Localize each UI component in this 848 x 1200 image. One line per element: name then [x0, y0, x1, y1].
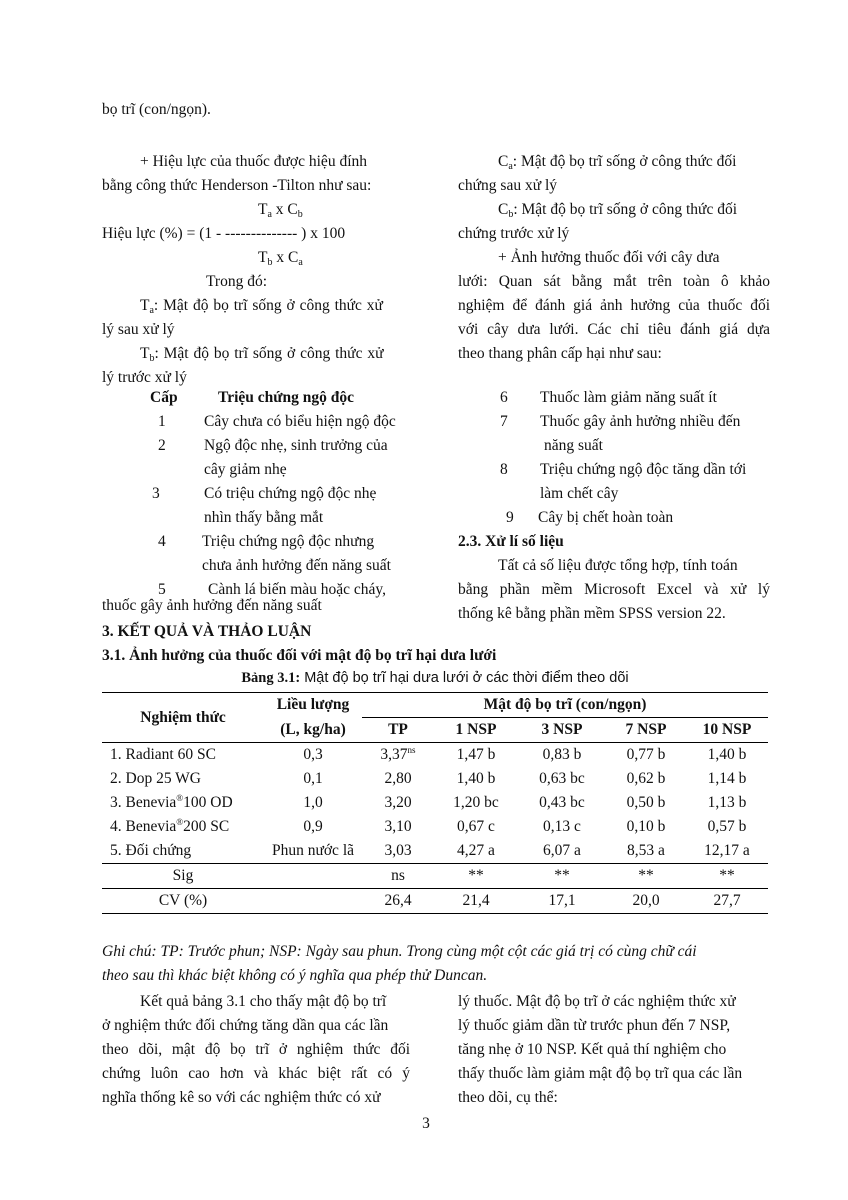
header-col-3nsp: 3 NSP [541, 721, 583, 738]
grade-5-continuation: thuốc gây ảnh hưởng đến năng suất [102, 597, 322, 614]
henderson-intro-line2: bằng công thức Henderson -Tilton như sau: [102, 177, 372, 194]
thrips-density-table [102, 692, 768, 914]
table-row: 4. Benevia®200 SC 0,9 3,10 0,67 c 0,13 c 0,10 b 0,57 b [110, 817, 747, 835]
cb-definition: $C_b$: Mật độ bọ trĩ sống ở công thức đối chứng trước xử lý [458, 201, 738, 242]
table-note-line2: theo sau thì khác biệt không có ý nghĩa qua phép thử Duncan. [102, 967, 488, 984]
section-2-3-paragraph: Tất cả số liệu được tổng hợp, tính toán bằng phần mềm Microsoft Excel và xử lý thống kê bằng phần mềm SPSS version 22. [458, 557, 770, 622]
grade-row: 2 Ngộ độc nhẹ, sinh trưởng của cây giảm nhẹ [158, 437, 388, 478]
effect-paragraph: + Ảnh hưởng thuốc đối với cây dưa lưới: Quan sát bằng mắt trên toàn ô khảo nghiệm để đánh giá ảnh hưởng của thuốc đối với cây dưa lưới. Các chỉ tiêu đánh giá dựa theo thang phân cấp hại như sau: [458, 249, 770, 362]
grade-row: 4 Triệu chứng ngộ độc nhưng chưa ảnh hưởng đến năng suất [158, 533, 391, 574]
header-treatment: Nghiệm thức [102, 693, 264, 743]
grade-table-right [498, 386, 778, 530]
grade-row: 1 Cây chưa có biểu hiện ngộ độc [158, 413, 396, 430]
grade-header-symptom: Triệu chứng ngộ độc [218, 389, 355, 406]
table-caption: Bảng 3.1: Mật độ bọ trĩ hại dưa lưới ở các thời điểm theo dõi [241, 670, 629, 686]
formula-main: Hiệu lực (%) = (1 - -------------- ) x 100 [102, 225, 346, 242]
header-col-7nsp: 7 NSP [625, 721, 667, 738]
header-dose: Liều lượng [276, 696, 350, 714]
continued-text: bọ trĩ (con/ngọn). [102, 101, 211, 118]
grade-row: 3 Có triệu chứng ngộ độc nhẹ nhìn thấy bằng mắt [152, 485, 377, 526]
section-3-1-heading: 3.1. Ảnh hưởng của thuốc đối với mật độ bọ trĩ hại dưa lưới [102, 647, 497, 664]
results-paragraph-left: Kết quả bảng 3.1 cho thấy mật độ bọ trĩ ở nghiệm thức đối chứng tăng dần qua các lần theo dõi, mật độ bọ trĩ ở nghiệm thức đối chứng luôn cao hơn và khác biệt rất có ý nghĩa thống kê so với các nghiệm thức có xử [102, 993, 410, 1106]
henderson-intro-line1: + Hiệu lực của thuốc được hiệu đính [140, 153, 367, 170]
section-2-3-heading: 2.3. Xử lí số liệu [458, 533, 564, 550]
section-3-heading: 3. KẾT QUẢ VÀ THẢO LUẬN [102, 623, 312, 640]
formula-denominator: $T_b$ x $C_a$ [258, 249, 303, 268]
formula-numerator: $T_a$ x $C_b$ [258, 201, 303, 220]
results-paragraph-right: lý thuốc. Mật độ bọ trĩ ở các nghiệm thức xử lý thuốc giảm dần từ trước phun đến 7 NSP, tăng nhẹ ở 10 NSP. Kết quả thí nghiệm cho thấy thuốc làm giảm mật độ bọ trĩ qua các lần theo dõi, cụ thể: [458, 993, 743, 1106]
header-col-1nsp: 1 NSP [455, 721, 497, 738]
table-row: 3. Benevia®100 OD 1,0 3,20 1,20 bc 0,43 bc 0,50 b 1,13 b [110, 793, 747, 811]
table-note-line1: Ghi chú: TP: Trước phun; NSP: Ngày sau phun. Trong cùng một cột các giá trị có cùng chữ cái [102, 943, 697, 960]
grade-row: 8 Triệu chứng ngộ độc tăng dần tới làm chết cây [500, 461, 747, 502]
grade-header-level: Cấp [150, 389, 178, 406]
header-col-10nsp: 10 NSP [702, 721, 752, 738]
table-row: 2. Dop 25 WG 0,1 2,80 1,40 b 0,63 bc 0,62 b 1,14 b [110, 770, 747, 787]
tb-definition: $T_b$: Mật độ bọ trĩ sống ở công thức xử lý trước xử lý [102, 345, 384, 386]
where-label: Trong đó: [206, 273, 268, 290]
header-col-tp: TP [388, 721, 408, 738]
grade-row: 6 Thuốc làm giảm năng suất ít [500, 389, 717, 406]
grade-row: 9 Cây bị chết hoàn toàn [506, 509, 674, 526]
grade-row: 7 Thuốc gây ảnh hưởng nhiều đến năng suất [500, 413, 741, 454]
table-row: 5. Đối chứng Phun nước lã 3,03 4,27 a 6,07 a 8,53 a 12,17 a [102, 839, 768, 864]
header-dose-unit: (L, kg/ha) [280, 720, 346, 738]
grade-table-left [150, 386, 420, 602]
header-density: Mật độ bọ trĩ (con/ngọn) [362, 693, 768, 718]
table-row-sig: Sig ns ** ** ** ** [102, 864, 768, 889]
page-number: 3 [422, 1115, 430, 1132]
ta-definition: $T_a$: Mật độ bọ trĩ sống ở công thức xử lý sau xử lý [102, 297, 383, 338]
table-row: 1. Radiant 60 SC 0,3 $3,37^{ns}$ 1,47 b 0,83 b 0,77 b 1,40 b [110, 745, 747, 763]
ca-definition: $C_a$: Mật độ bọ trĩ sống ở công thức đối chứng sau xử lý [458, 153, 737, 194]
grade-row: 5 Cành lá biến màu hoặc cháy, [158, 581, 387, 598]
table-row-cv: CV (%) 26,4 21,4 17,1 20,0 27,7 [102, 889, 768, 914]
